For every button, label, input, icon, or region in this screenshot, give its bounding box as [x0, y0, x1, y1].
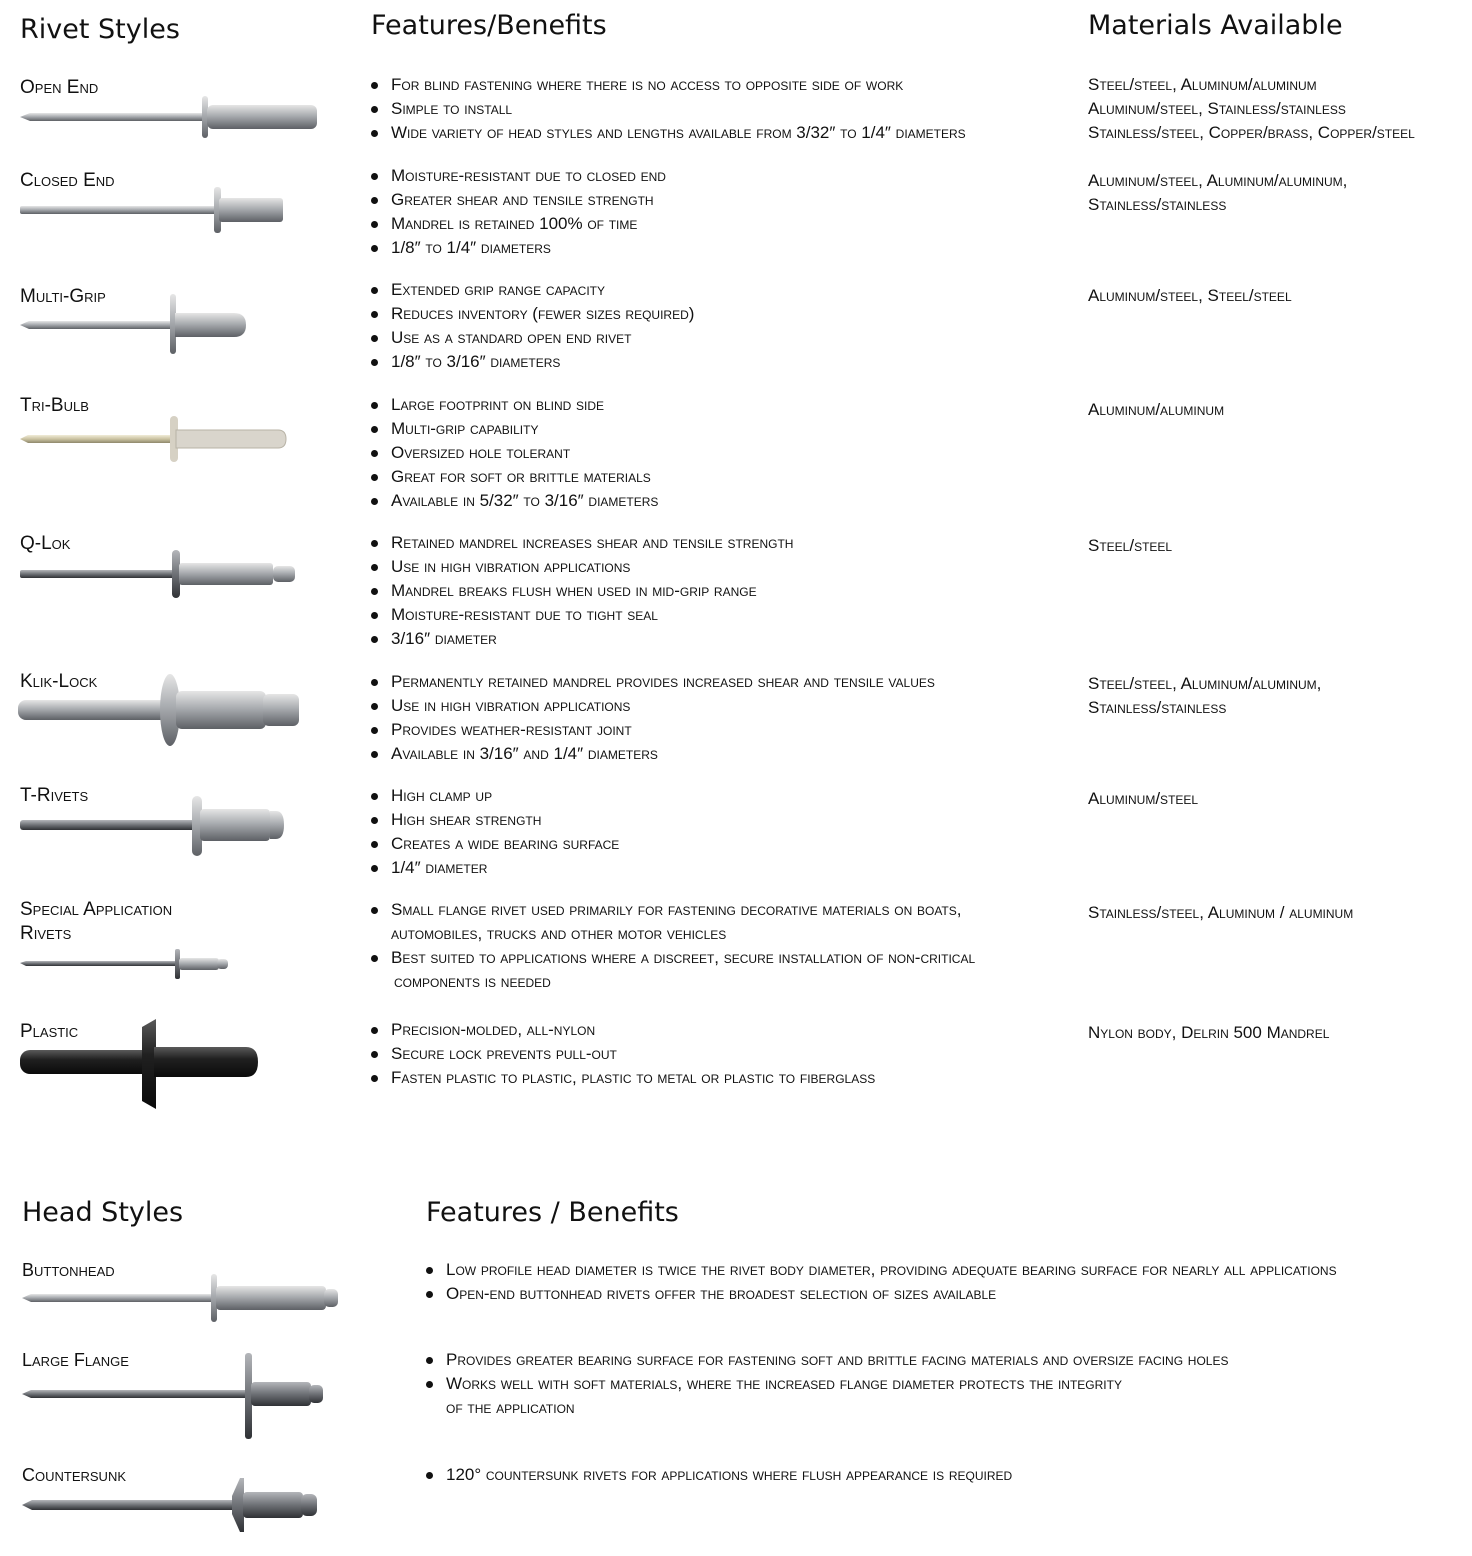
feature-line: components is needed [394, 972, 551, 991]
feature-line: of the application [446, 1398, 575, 1417]
feature-item: High shear strength [371, 808, 619, 832]
special-application-materials [1088, 901, 1353, 925]
feature-item: Retained mandrel increases shear and tensile strength [371, 531, 793, 555]
feature-item: Simple to install [371, 97, 966, 121]
material-line: Aluminum/steel, Steel/steel [1088, 286, 1292, 305]
klik-lock-features [371, 670, 935, 766]
feature-item: Wide variety of head styles and lengths available from 3/32″ to 1/4″ diameters [371, 121, 966, 145]
feature-item: 1/8″ to 3/16″ diameters [371, 350, 694, 374]
materials-available-heading: Materials Available [1088, 10, 1343, 41]
feature-item: Low profile head diameter is twice the rivet body diameter, providing adequate bearing surface for nearly all applications [426, 1258, 1337, 1282]
feature-item: Available in 3/16″ and 1/4″ diameters [371, 742, 935, 766]
q-lok-features [371, 531, 793, 651]
feature-item: Creates a wide bearing surface [371, 832, 619, 856]
rivet-name-t-rivets: T-Rivets [20, 785, 89, 806]
rivet-name-special-application [20, 898, 172, 946]
feature-item: Permanently retained mandrel provides increased shear and tensile values [371, 670, 935, 694]
rivet-name-line: Special Application [20, 899, 173, 920]
feature-item: Greater shear and tensile strength [371, 188, 666, 212]
material-line: Stainless/steel, Aluminum / aluminum [1088, 903, 1354, 922]
countersunk-features [426, 1463, 1012, 1487]
material-line: Aluminum/steel [1088, 789, 1199, 808]
feature-item: 120° countersunk rivets for applications where flush appearance is required [426, 1463, 1012, 1487]
large-flange-rivet-image [22, 1353, 327, 1439]
buttonhead-features [426, 1258, 1337, 1306]
plastic-features [371, 1018, 875, 1090]
feature-line: automobiles, trucks and other motor vehicles [391, 924, 727, 943]
open-end-materials [1088, 73, 1415, 145]
multi-grip-materials [1088, 284, 1292, 308]
material-line: Aluminum/steel, Aluminum/aluminum, [1088, 171, 1348, 190]
feature-item: Available in 5/32″ to 3/16″ diameters [371, 489, 658, 513]
material-line: Stainless/steel, Copper/brass, Copper/steel [1088, 123, 1415, 142]
rivet-styles-heading: Rivet Styles [20, 14, 180, 45]
multi-grip-rivet-image [20, 294, 250, 354]
feature-item: Extended grip range capacity [371, 278, 694, 302]
feature-item: Provides weather-resistant joint [371, 718, 935, 742]
feature-item: Mandrel is retained 100% of time [371, 212, 666, 236]
t-rivets-rivet-image [20, 795, 290, 857]
rivet-name-multi-grip: Multi-Grip [20, 286, 106, 307]
rivet-name-plastic: Plastic [20, 1021, 79, 1042]
multi-grip-features [371, 278, 694, 374]
klik-lock-materials [1088, 672, 1321, 720]
head-name-countersunk: Countersunk [22, 1465, 127, 1485]
closed-end-materials [1088, 169, 1347, 217]
feature-item: Oversized hole tolerant [371, 441, 658, 465]
material-line: Steel/steel, Aluminum/aluminum, [1088, 674, 1322, 693]
q-lok-rivet-image [20, 549, 300, 599]
large-flange-features [426, 1348, 1228, 1420]
material-line: Steel/steel, Aluminum/aluminum [1088, 75, 1317, 94]
special-application-rivet-image [20, 948, 235, 980]
feature-item: Fasten plastic to plastic, plastic to metal or plastic to fiberglass [371, 1066, 875, 1090]
feature-item: Multi-grip capability [371, 417, 658, 441]
feature-item: Precision-molded, all-nylon [371, 1018, 875, 1042]
closed-end-rivet-image [20, 186, 290, 234]
closed-end-features [371, 164, 666, 260]
feature-item [371, 946, 975, 994]
feature-item: For blind fastening where there is no access to opposite side of work [371, 73, 966, 97]
klik-lock-rivet-image [18, 673, 303, 747]
feature-item: 3/16″ diameter [371, 627, 793, 651]
plastic-rivet-image [20, 1017, 265, 1111]
material-line: Aluminum/steel, Stainless/stainless [1088, 99, 1346, 118]
head-name-buttonhead: Buttonhead [22, 1260, 115, 1280]
rivet-name-q-lok: Q-Lok [20, 533, 71, 554]
tri-bulb-features [371, 393, 658, 513]
rivet-name-open-end: Open End [20, 77, 99, 98]
feature-item: Moisture-resistant due to tight seal [371, 603, 793, 627]
head-features-benefits-heading: Features / Benefits [426, 1197, 679, 1228]
rivet-name-klik-lock: Klik-Lock [20, 671, 98, 692]
countersunk-rivet-image [22, 1476, 322, 1534]
tri-bulb-rivet-image [20, 414, 290, 466]
rivet-name-line: Rivets [20, 923, 72, 944]
feature-item: High clamp up [371, 784, 619, 808]
head-styles-heading: Head Styles [22, 1197, 184, 1228]
material-line: Steel/steel [1088, 536, 1173, 555]
feature-item: Provides greater bearing surface for fastening soft and brittle facing materials and oversize facing holes [426, 1348, 1228, 1372]
material-line: Stainless/stainless [1088, 698, 1227, 717]
feature-item [426, 1372, 1228, 1420]
feature-item: Moisture-resistant due to closed end [371, 164, 666, 188]
feature-line: Best suited to applications where a discreet, secure installation of non-critical [391, 948, 976, 967]
tri-bulb-materials [1088, 398, 1224, 422]
feature-item: Use in high vibration applications [371, 555, 793, 579]
feature-item: Mandrel breaks flush when used in mid-grip range [371, 579, 793, 603]
feature-item: Reduces inventory (fewer sizes required) [371, 302, 694, 326]
head-name-large-flange: Large Flange [22, 1350, 129, 1370]
feature-item [371, 898, 975, 946]
buttonhead-rivet-image [22, 1273, 342, 1323]
material-line: Nylon body, Delrin 500 Mandrel [1088, 1023, 1330, 1042]
feature-item: 1/4″ diameter [371, 856, 619, 880]
special-application-features [371, 898, 975, 994]
material-line: Stainless/stainless [1088, 195, 1227, 214]
feature-line: Works well with soft materials, where the increased flange diameter protects the integrity [446, 1374, 1122, 1393]
feature-item: 1/8″ to 1/4″ diameters [371, 236, 666, 260]
feature-item: Secure lock prevents pull-out [371, 1042, 875, 1066]
material-line: Aluminum/aluminum [1088, 400, 1225, 419]
feature-item: Use as a standard open end rivet [371, 326, 694, 350]
plastic-materials [1088, 1021, 1329, 1045]
rivet-name-tri-bulb: Tri-Bulb [20, 395, 89, 416]
q-lok-materials [1088, 534, 1172, 558]
open-end-features [371, 73, 966, 145]
feature-line: Small flange rivet used primarily for fastening decorative materials on boats, [391, 900, 962, 919]
rivet-name-closed-end: Closed End [20, 170, 115, 191]
feature-item: Great for soft or brittle materials [371, 465, 658, 489]
feature-item: Use in high vibration applications [371, 694, 935, 718]
t-rivets-materials [1088, 787, 1198, 811]
t-rivets-features [371, 784, 619, 880]
feature-item: Large footprint on blind side [371, 393, 658, 417]
feature-item: Open-end buttonhead rivets offer the broadest selection of sizes available [426, 1282, 1337, 1306]
features-benefits-heading: Features/Benefits [371, 10, 607, 41]
open-end-rivet-image [20, 94, 325, 140]
